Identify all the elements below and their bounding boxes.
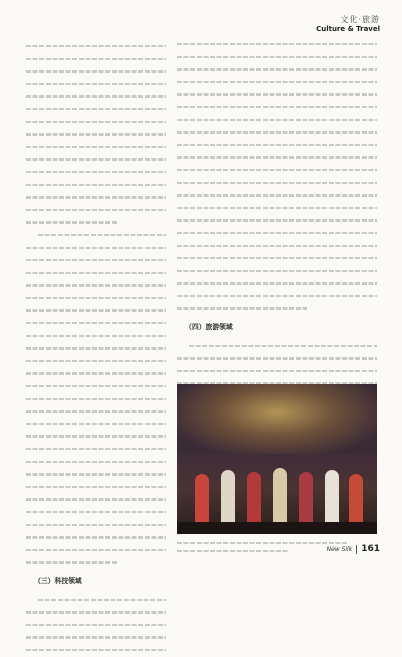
illegible-text-lines: [177, 38, 377, 315]
performer-figure: [195, 474, 209, 526]
footer-divider: [356, 545, 357, 554]
section-label: [316, 15, 380, 33]
stage-performance-photo: [177, 384, 377, 534]
performer-figure: [221, 470, 235, 526]
stage-backdrop: [177, 384, 377, 454]
left-text-column: [26, 40, 166, 657]
section-heading-tourism: （四）旅游领域: [185, 323, 233, 332]
page-footer: [327, 544, 380, 554]
right-text-column: [177, 38, 377, 403]
section-heading-technology: （三）科技领域: [34, 576, 82, 585]
section-title-cn: 文化·旅游: [340, 15, 380, 24]
performer-figure: [325, 470, 339, 526]
performer-figure: [247, 472, 261, 526]
performer-figure: [349, 474, 363, 526]
page-number: 161: [361, 544, 380, 554]
illegible-text-lines: [26, 229, 166, 569]
photo-caption: [177, 537, 347, 553]
section-title-en: Culture & Travel: [316, 24, 380, 33]
stage-floor: [177, 522, 377, 534]
illegible-text-lines: [26, 594, 166, 657]
magazine-name: New Silk: [326, 545, 353, 553]
performer-figure: [273, 468, 287, 526]
performer-figure: [299, 472, 313, 526]
illegible-text-lines: [26, 40, 166, 229]
